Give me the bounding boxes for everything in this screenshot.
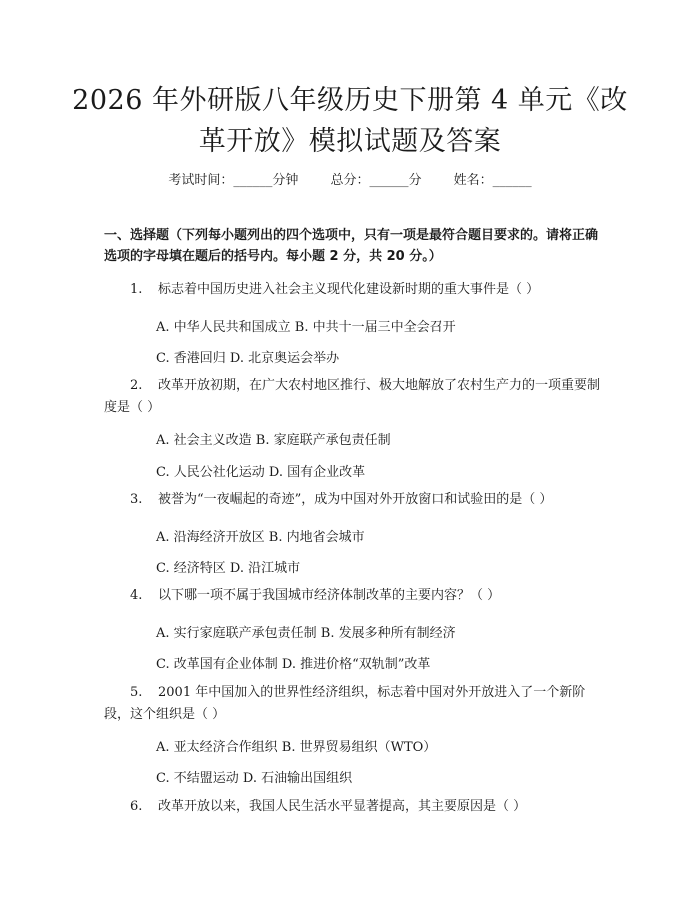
question-text: 改革开放初期，在广大农村地区推行、极大地解放了农村生产力的一项重要制度是（ ） [104, 378, 601, 415]
title-line-1: 2026 年外研版八年级历史下册第 4 单元《改 [72, 85, 628, 116]
question-number: 5. [130, 685, 143, 700]
question-2 [104, 375, 604, 419]
question-number: 1. [130, 282, 143, 297]
question-5-options-cd: C. 不结盟运动 D. 石油输出国组织 [156, 771, 353, 786]
question-4-options-cd: C. 改革国有企业体制 D. 推进价格“双轨制”改革 [156, 657, 431, 672]
question-1 [104, 279, 604, 301]
question-2-options-ab: A. 社会主义改造 B. 家庭联产承包责任制 [156, 433, 391, 448]
question-5 [104, 682, 604, 726]
question-text: 改革开放以来，我国人民生活水平显著提高，其主要原因是（ ） [158, 799, 527, 814]
student-name-field: 姓名：______ [453, 173, 532, 188]
exam-time-field: 考试时间：______分钟 [168, 173, 299, 188]
exam-meta [0, 169, 700, 188]
question-3-options-ab: A. 沿海经济开放区 B. 内地省会城市 [156, 530, 365, 545]
question-number: 2. [130, 378, 143, 393]
question-text: 以下哪一项不属于我国城市经济体制改革的主要内容？（ ） [158, 588, 501, 603]
question-1-options-cd: C. 香港回归 D. 北京奥运会举办 [156, 351, 340, 366]
question-text: 标志着中国历史进入社会主义现代化建设新时期的重大事件是（ ） [158, 282, 540, 297]
question-number: 6. [130, 799, 143, 814]
question-number: 4. [130, 588, 143, 603]
question-3 [104, 489, 604, 511]
section-heading-choice: 一、选择题（下列每小题列出的四个选项中，只有一项是最符合题目要求的。请将正确选项的字母填在题后的括号内。每小题 2 分，共 20 分。） [104, 228, 599, 264]
question-4 [104, 585, 604, 607]
question-5-options-ab: A. 亚太经济合作组织 B. 世界贸易组织（WTO） [156, 740, 437, 755]
question-6 [104, 796, 604, 818]
question-1-options-ab: A. 中华人民共和国成立 B. 中共十一届三中全会召开 [156, 320, 456, 335]
question-number: 3. [130, 492, 143, 507]
question-4-options-ab: A. 实行家庭联产承包责任制 B. 发展多种所有制经济 [156, 626, 456, 641]
title-line-2: 革开放》模拟试题及答案 [198, 126, 502, 157]
question-2-options-cd: C. 人民公社化运动 D. 国有企业改革 [156, 465, 366, 480]
question-3-options-cd: C. 经济特区 D. 沿江城市 [156, 561, 301, 576]
question-text: 2001 年中国加入的世界性经济组织，标志着中国对外开放进入了一个新阶段，这个组织是（ ） [104, 685, 586, 722]
document-title [60, 80, 640, 162]
question-text: 被誉为“一夜崛起的奇迹”，成为中国对外开放窗口和试验田的是（ ） [158, 492, 553, 507]
total-score-field: 总分：______分 [330, 173, 422, 188]
